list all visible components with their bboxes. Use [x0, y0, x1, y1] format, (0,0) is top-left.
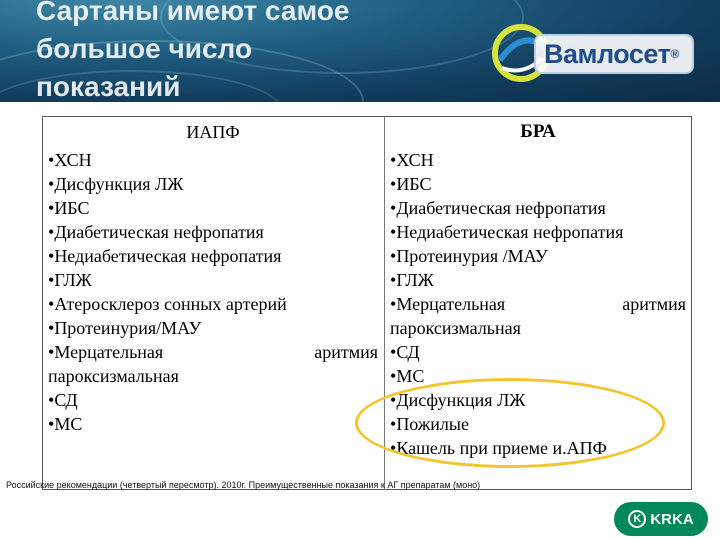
- list-item: [390, 268, 686, 292]
- list-item: [48, 388, 378, 412]
- bullet-icon: •: [48, 222, 55, 242]
- krka-wordmark: KRKA: [650, 510, 694, 528]
- list-item-text: Протеинурия /МАУ: [396, 246, 548, 266]
- list-item: [48, 172, 378, 196]
- list-item-text: Диабетическая нефропатия: [54, 222, 264, 242]
- list-item: [390, 196, 686, 220]
- list-item: [48, 268, 378, 292]
- bullet-icon: •: [48, 294, 55, 314]
- list-item-text: Пожилые: [396, 414, 469, 434]
- list-item: [390, 220, 686, 244]
- iapf-column: [48, 120, 378, 436]
- list-item: [48, 412, 378, 436]
- slide-title: [36, 0, 456, 102]
- list-item-text: ГЛЖ: [396, 270, 434, 290]
- list-item-text: Недиабетическая нефропатия: [54, 246, 282, 266]
- list-item: [390, 148, 686, 172]
- bullet-icon: •: [48, 270, 55, 290]
- list-item-text: ХСН: [54, 150, 92, 170]
- list-item-text: Мерцательная: [396, 294, 506, 314]
- bullet-icon: •: [390, 414, 397, 434]
- bullet-icon: •: [48, 246, 55, 266]
- bullet-icon: •: [48, 342, 55, 362]
- list-item: [48, 148, 378, 172]
- logo-brand: Вамлосет: [544, 38, 671, 69]
- bullet-icon: •: [48, 198, 55, 218]
- logo-wordmark: [534, 34, 694, 74]
- list-item-text: Дисфункция ЛЖ: [54, 174, 184, 194]
- bullet-icon: •: [48, 150, 55, 170]
- list-item-text: аритмия: [622, 294, 686, 314]
- list-item-text: СД: [54, 390, 78, 410]
- bullet-icon: •: [390, 270, 397, 290]
- list-item: [390, 172, 686, 196]
- list-item-text: МС: [396, 366, 425, 386]
- krka-logo: [614, 502, 708, 536]
- highlight-ellipse: [355, 378, 665, 468]
- list-item-text: ГЛЖ: [54, 270, 92, 290]
- bullet-icon: •: [48, 174, 55, 194]
- title-banner: [0, 0, 720, 102]
- list-item-text: ХСН: [396, 150, 434, 170]
- list-item-text: Диабетическая нефропатия: [396, 198, 606, 218]
- list-item: [390, 340, 686, 364]
- bullet-icon: •: [48, 318, 55, 338]
- list-item: [390, 292, 686, 316]
- title-line: показаний: [36, 71, 181, 102]
- source-footnote: Российские рекомендации (четвертый пересмотр). 2010г. Преимущественные показания к АГ препаратам (моно): [6, 480, 481, 490]
- bullet-icon: •: [390, 342, 397, 362]
- list-item-text: Кашель при приеме и.АПФ: [396, 438, 607, 458]
- list-item-text: аритмия: [314, 342, 378, 362]
- vamloset-logo: [488, 20, 700, 88]
- list-item: [48, 316, 378, 340]
- iapf-header: ИАПФ: [186, 122, 240, 142]
- bullet-icon: •: [390, 222, 397, 242]
- bullet-icon: •: [390, 366, 397, 386]
- list-item-text: МС: [54, 414, 83, 434]
- bra-header: БРА: [520, 121, 556, 142]
- title-line: большое число: [36, 33, 253, 64]
- list-item: [48, 244, 378, 268]
- list-item-text: Протеинурия/МАУ: [54, 318, 202, 338]
- list-item-text: Атеросклероз сонных артерий: [54, 294, 287, 314]
- logo-registered: ®: [670, 47, 679, 61]
- list-item-text: Мерцательная: [54, 342, 164, 362]
- title-line: Сартаны имеют самое: [36, 0, 350, 26]
- bullet-icon: •: [390, 150, 397, 170]
- krka-emblem-icon: K: [628, 510, 646, 528]
- list-item: [48, 340, 378, 364]
- list-item-text: ИБС: [54, 198, 90, 218]
- bullet-icon: •: [390, 246, 397, 266]
- bullet-icon: •: [390, 390, 397, 410]
- list-item: [48, 220, 378, 244]
- list-item-continuation: пароксизмальная: [390, 318, 521, 338]
- list-item-continuation: пароксизмальная: [48, 366, 179, 386]
- bullet-icon: •: [390, 198, 397, 218]
- list-item-text: ИБС: [396, 174, 432, 194]
- list-item: [390, 244, 686, 268]
- bullet-icon: •: [390, 174, 397, 194]
- list-item: [48, 292, 378, 316]
- bullet-icon: •: [48, 390, 55, 410]
- list-item-text: Дисфункция ЛЖ: [396, 390, 526, 410]
- bullet-icon: •: [390, 294, 397, 314]
- list-item: [48, 196, 378, 220]
- bullet-icon: •: [390, 438, 397, 458]
- list-item-text: Недиабетическая нефропатия: [396, 222, 624, 242]
- bullet-icon: •: [48, 414, 55, 434]
- list-item-text: СД: [396, 342, 420, 362]
